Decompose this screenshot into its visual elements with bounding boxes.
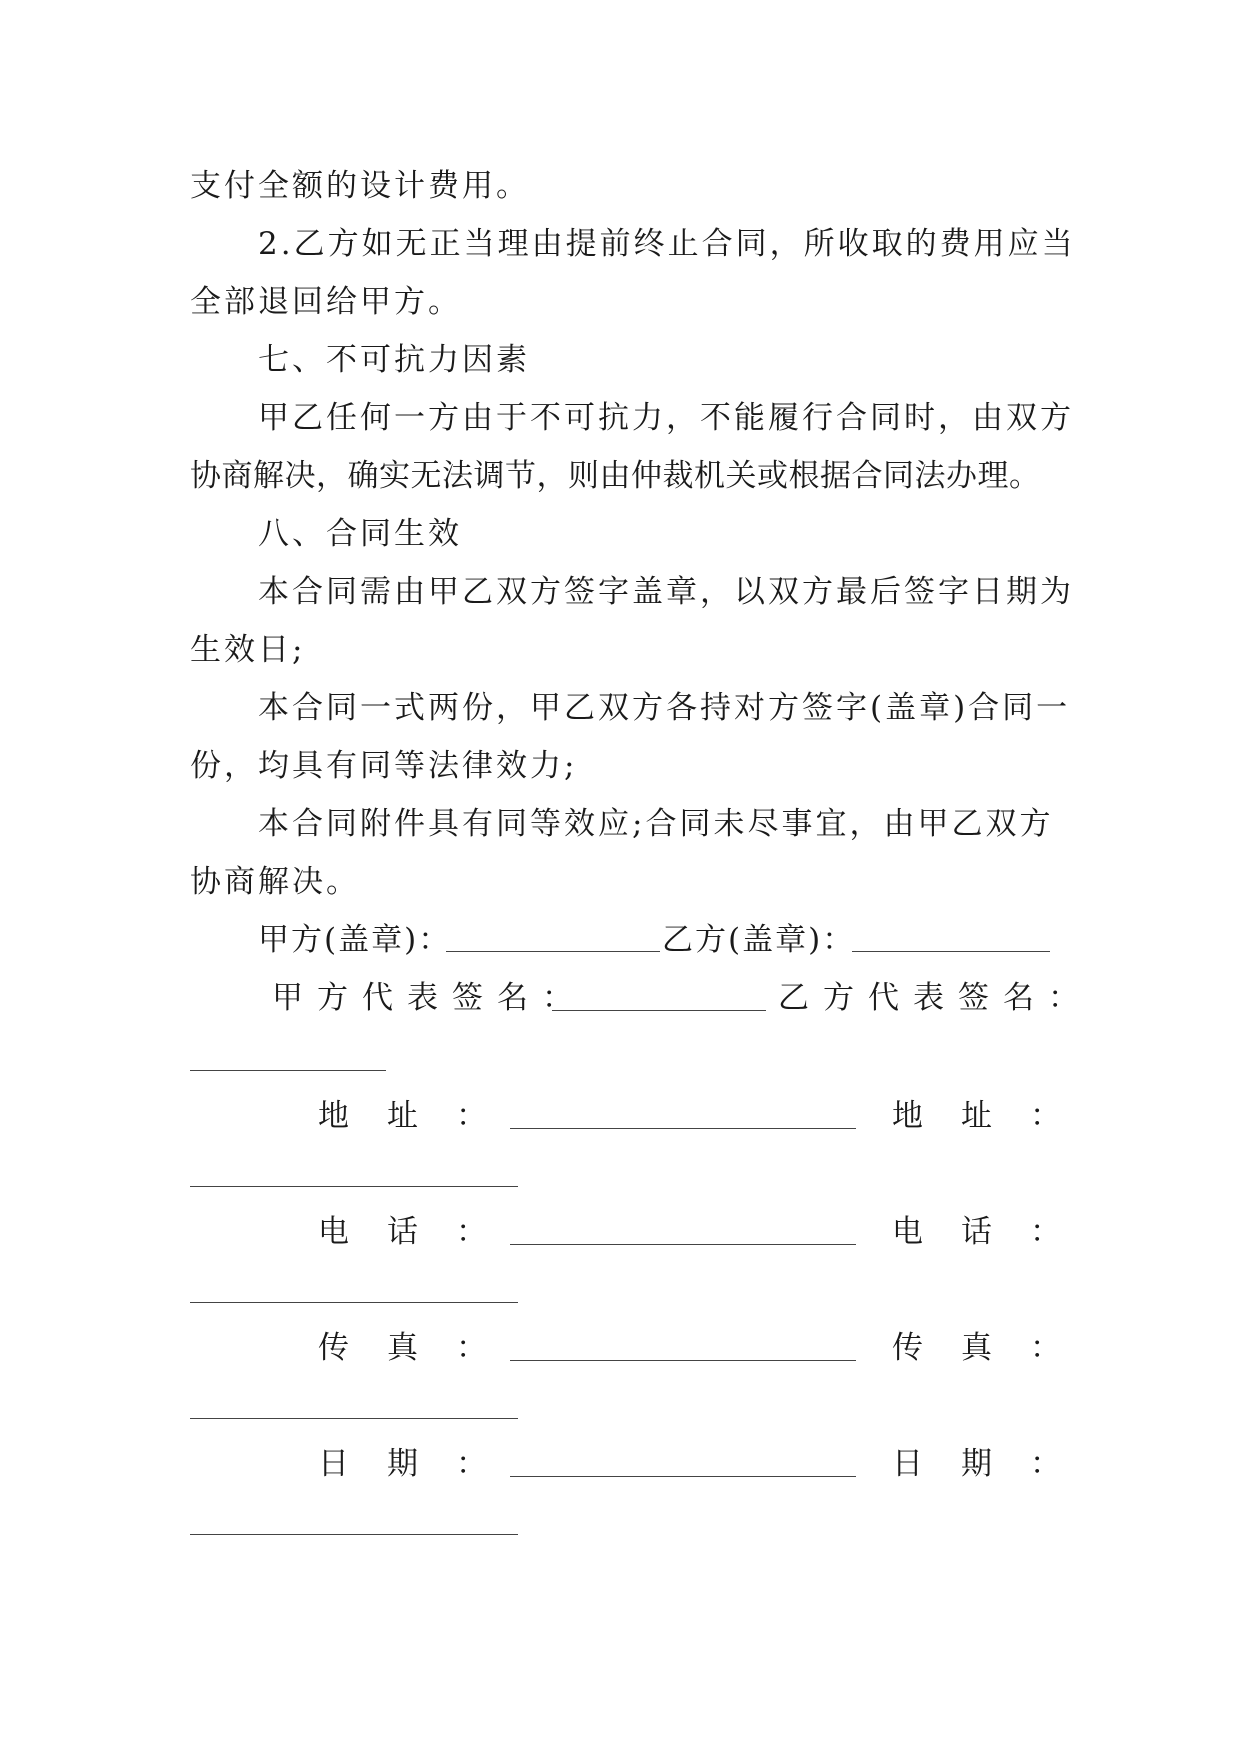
- party-a-seal-label: 甲方(盖章)：: [258, 922, 452, 958]
- paragraph-line: 协商解决。: [190, 864, 360, 900]
- party-b-fax-label: 传真：: [892, 1330, 1099, 1366]
- party-b-date-field[interactable]: [190, 1534, 518, 1535]
- party-b-rep-field[interactable]: [190, 1070, 386, 1071]
- paragraph-line: 本合同一式两份，甲乙双方各持对方签字(盖章)合同一: [258, 690, 1071, 726]
- paragraph-line: 全部退回给甲方。: [190, 284, 462, 320]
- party-a-address-label: 地址：: [318, 1098, 525, 1134]
- party-b-phone-label: 电话：: [892, 1214, 1099, 1250]
- section-heading: 八、合同生效: [258, 516, 462, 552]
- paragraph-line: 支付全额的设计费用。: [190, 168, 530, 204]
- party-a-fax-field[interactable]: [510, 1360, 856, 1361]
- party-a-fax-label: 传真：: [318, 1330, 525, 1366]
- paragraph-line: 2.乙方如无正当理由提前终止合同，所收取的费用应当: [258, 226, 1076, 262]
- party-a-address-field[interactable]: [510, 1128, 856, 1129]
- party-b-address-label: 地址：: [892, 1098, 1099, 1134]
- paragraph-line: 本合同附件具有同等效应;合同未尽事宜，由甲乙双方: [258, 806, 1054, 842]
- section-heading: 七、不可抗力因素: [258, 342, 530, 378]
- paragraph-line: 生效日;: [190, 632, 306, 668]
- party-b-phone-field[interactable]: [190, 1302, 518, 1303]
- paragraph-line: 份，均具有同等法律效力;: [190, 748, 578, 784]
- party-a-date-field[interactable]: [510, 1476, 856, 1477]
- party-a-date-label: 日期：: [318, 1446, 525, 1482]
- paragraph-line: 协商解决，确实无法调节，则由仲裁机关或根据合同法办理。: [190, 458, 1041, 494]
- party-b-seal-field[interactable]: [852, 951, 1050, 952]
- party-a-phone-field[interactable]: [510, 1244, 856, 1245]
- party-a-rep-field[interactable]: [552, 1010, 766, 1011]
- party-b-fax-field[interactable]: [190, 1418, 518, 1419]
- party-b-seal-label: 乙方(盖章)：: [662, 922, 856, 958]
- party-a-seal-field[interactable]: [446, 951, 660, 952]
- paragraph-line: 本合同需由甲乙双方签字盖章，以双方最后签字日期为: [258, 574, 1074, 610]
- party-a-phone-label: 电话：: [318, 1214, 525, 1250]
- party-b-rep-label: 乙方代表签名：: [778, 980, 1093, 1016]
- party-a-rep-label: 甲方代表签名：: [272, 980, 587, 1016]
- party-b-address-field[interactable]: [190, 1186, 518, 1187]
- party-b-date-label: 日期：: [892, 1446, 1099, 1482]
- paragraph-line: 甲乙任何一方由于不可抗力，不能履行合同时，由双方: [258, 400, 1074, 436]
